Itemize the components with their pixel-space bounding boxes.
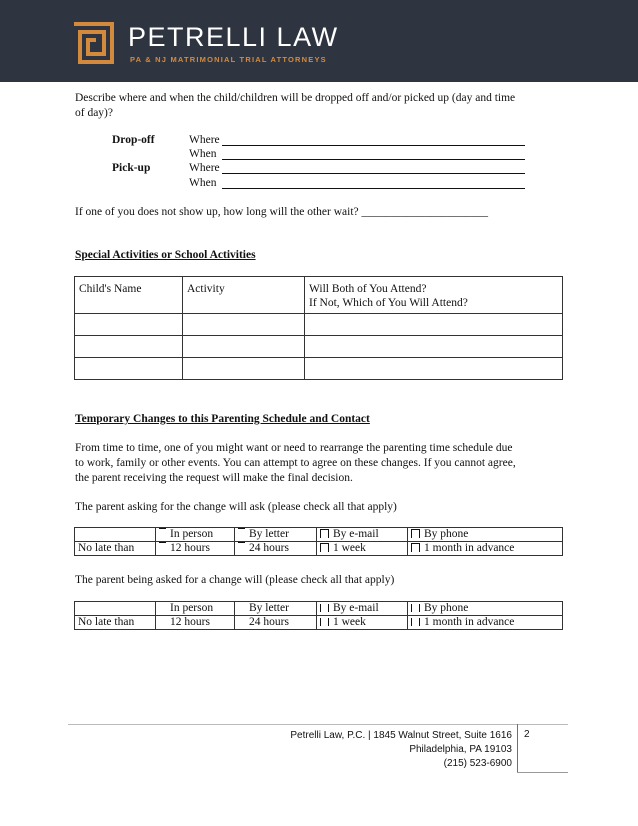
option-in-person[interactable] — [156, 528, 235, 542]
option-label: 1 month in advance — [424, 542, 515, 554]
page-number: 2 — [524, 729, 530, 740]
option-1-month[interactable] — [408, 542, 563, 556]
checkbox-icon[interactable] — [238, 528, 245, 529]
table-cell[interactable] — [75, 336, 183, 358]
footer-address-line2: Philadelphia, PA 19103 — [409, 744, 512, 755]
pickup-where-field[interactable] — [222, 173, 525, 174]
option-label: 1 week — [333, 542, 366, 554]
option-1-week[interactable] — [317, 616, 408, 630]
footer-divider — [68, 724, 568, 725]
no-late-than-label: No late than — [75, 542, 156, 556]
option-label: In person — [170, 602, 214, 614]
table-cell[interactable] — [75, 358, 183, 380]
col-attend-line2: If Not, Which of You Will Attend? — [309, 297, 468, 309]
option-12-hours[interactable] — [156, 542, 235, 556]
table-row — [75, 616, 563, 630]
checkbox-icon[interactable] — [159, 528, 166, 529]
table-cell — [75, 528, 156, 542]
table-cell — [75, 602, 156, 616]
option-by-phone[interactable] — [408, 528, 563, 542]
option-label: 12 hours — [170, 542, 210, 554]
table-cell[interactable] — [305, 314, 563, 336]
option-label: By phone — [424, 528, 469, 540]
asked-label: The parent being asked for a change will (please check all that apply) — [75, 574, 395, 586]
footer-page-divider — [517, 724, 518, 772]
checkbox-icon[interactable] — [411, 529, 420, 538]
option-in-person[interactable] — [156, 602, 235, 616]
pickup-when-label: When — [189, 177, 217, 189]
col-activity: Activity — [183, 277, 305, 314]
option-label: 24 hours — [249, 542, 289, 554]
col-attend — [305, 277, 563, 314]
dropoff-where-label: Where — [189, 134, 220, 146]
col-attend-line1: Will Both of You Attend? — [309, 283, 427, 295]
table-row — [75, 528, 563, 542]
option-label: By e-mail — [333, 528, 379, 540]
table-header-row — [75, 277, 563, 314]
option-label: 24 hours — [249, 616, 289, 628]
no-late-than-label: No late than — [75, 616, 156, 630]
changes-para-line1: From time to time, one of you might want or need to rearrange the parenting time schedule due — [75, 442, 513, 454]
asked-options-table — [74, 601, 563, 630]
table-row — [75, 542, 563, 556]
pickup-where-label: Where — [189, 162, 220, 174]
option-label: In person — [170, 528, 214, 540]
asking-options-table — [74, 527, 563, 556]
checkbox-icon[interactable] — [411, 618, 420, 626]
activities-heading: Special Activities or School Activities — [75, 249, 256, 261]
col-childs-name: Child's Name — [75, 277, 183, 314]
dropoff-question-line2: of day)? — [75, 107, 113, 119]
checkbox-icon[interactable] — [411, 604, 420, 612]
option-label: By letter — [249, 602, 289, 614]
table-cell[interactable] — [183, 358, 305, 380]
option-1-month[interactable] — [408, 616, 563, 630]
dropoff-when-label: When — [189, 148, 217, 160]
wait-question: If one of you does not show up, how long will the other wait? ______________________ — [75, 206, 488, 218]
option-24-hours[interactable] — [235, 616, 317, 630]
option-label: 1 month in advance — [424, 616, 515, 628]
option-label: 12 hours — [170, 616, 210, 628]
option-label: By letter — [249, 528, 289, 540]
option-label: By e-mail — [333, 602, 379, 614]
checkbox-icon[interactable] — [320, 618, 329, 626]
table-row — [75, 358, 563, 380]
footer-phone: (215) 523-6900 — [443, 758, 512, 769]
option-12-hours[interactable] — [156, 616, 235, 630]
dropoff-when-field[interactable] — [222, 159, 525, 160]
brand-tagline: PA & NJ MATRIMONIAL TRIAL ATTORNEYS — [130, 55, 327, 64]
table-cell[interactable] — [183, 314, 305, 336]
footer-page-rule — [517, 772, 568, 773]
option-label: 1 week — [333, 616, 366, 628]
option-1-week[interactable] — [317, 542, 408, 556]
option-by-email[interactable] — [317, 528, 408, 542]
option-by-email[interactable] — [317, 602, 408, 616]
brand-name: PETRELLI LAW — [128, 22, 339, 52]
table-cell[interactable] — [75, 314, 183, 336]
option-by-letter[interactable] — [235, 528, 317, 542]
option-24-hours[interactable] — [235, 542, 317, 556]
dropoff-question-line1: Describe where and when the child/children will be dropped off and/or picked up (day and time — [75, 92, 516, 104]
option-label: By phone — [424, 602, 469, 614]
changes-para-line3: the parent receiving the request will make the final decision. — [75, 472, 353, 484]
table-row — [75, 314, 563, 336]
changes-para-line2: to work, family or other events. You can attempt to agree on these changes. If you cannot agree, — [75, 457, 516, 469]
pickup-label: Pick-up — [112, 162, 151, 174]
changes-heading: Temporary Changes to this Parenting Schedule and Contact — [75, 413, 370, 425]
checkbox-icon[interactable] — [320, 604, 329, 612]
table-cell[interactable] — [305, 336, 563, 358]
table-row — [75, 336, 563, 358]
option-by-letter[interactable] — [235, 602, 317, 616]
activities-table — [74, 276, 563, 380]
checkbox-icon[interactable] — [411, 543, 420, 552]
checkbox-icon[interactable] — [159, 542, 166, 543]
table-cell[interactable] — [305, 358, 563, 380]
table-cell[interactable] — [183, 336, 305, 358]
footer-address-line1: Petrelli Law, P.C. | 1845 Walnut Street, Suite 1616 — [290, 730, 512, 741]
option-by-phone[interactable] — [408, 602, 563, 616]
petrelli-logo-icon — [70, 20, 116, 66]
table-row — [75, 602, 563, 616]
dropoff-where-field[interactable] — [222, 145, 525, 146]
checkbox-icon[interactable] — [320, 529, 329, 538]
pickup-when-field[interactable] — [222, 188, 525, 189]
page-header — [0, 0, 638, 82]
dropoff-label: Drop-off — [112, 134, 155, 146]
checkbox-icon[interactable] — [320, 543, 329, 552]
checkbox-icon[interactable] — [238, 542, 245, 543]
asking-label: The parent asking for the change will ask (please check all that apply) — [75, 501, 397, 513]
